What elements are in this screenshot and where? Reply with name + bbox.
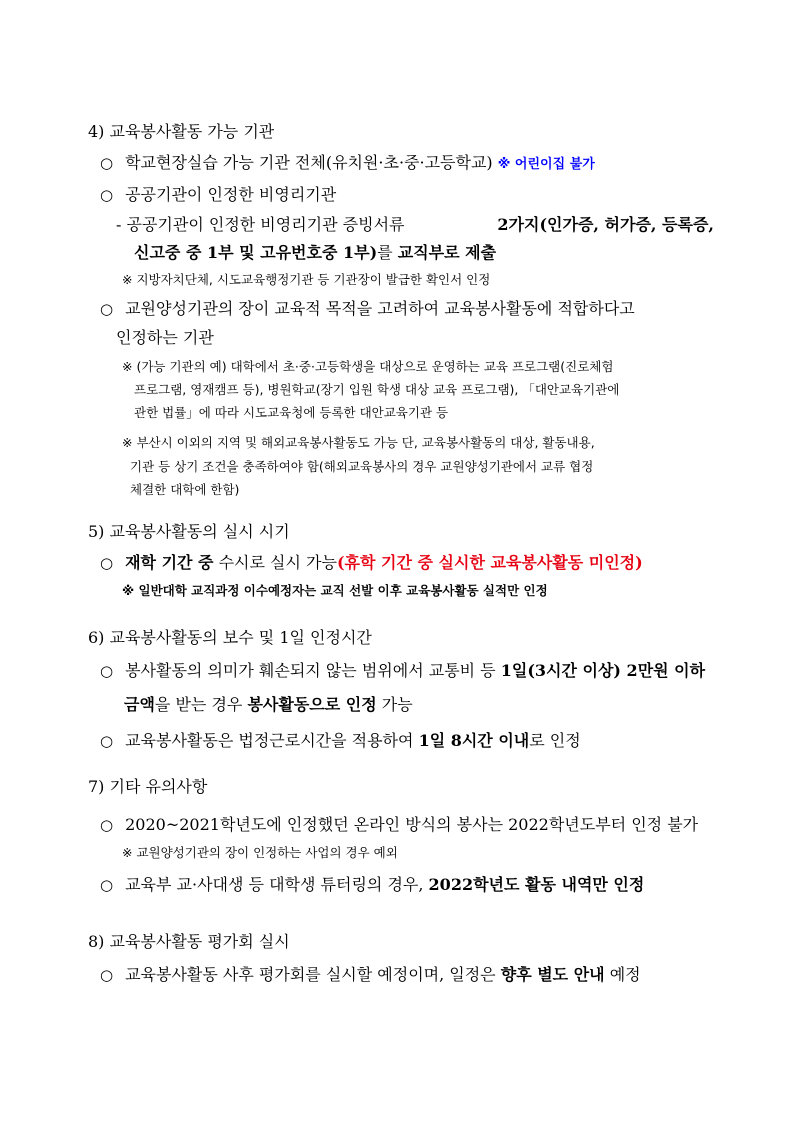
s4-sub-line-1 xyxy=(116,217,714,233)
s4-note-1: ※ 지방자치단체, 시도교육행정기관 등 기관장이 발급한 확인서 인정 xyxy=(122,272,491,287)
s4-bullet-3-text-1: 교원양성기관의 장이 교육적 목적을 고려하여 교육봉사활동에 적합하다고 xyxy=(125,299,635,318)
bullet-circle-icon: ○ xyxy=(100,732,114,750)
s6-bullet-1-text: 봉사활동의 의미가 훼손되지 않는 범위에서 교통비 등 xyxy=(125,661,501,680)
s6-bullet-1-text-2: 을 받는 경우 xyxy=(154,695,248,714)
s7-bullet-2 xyxy=(100,877,644,893)
section-5-heading: 5) 교육봉사활동의 실시 시기 xyxy=(88,522,290,541)
s6-bullet-2-text-2: 로 인정 xyxy=(529,731,581,750)
s6-bullet-1-text-3: 가능 xyxy=(376,695,413,714)
s4-sub-bold-1: 2가지(인가증, 허가증, 등록증, xyxy=(497,215,714,234)
s4-note-2-line-1: ※ (가능 기관의 예) 대학에서 초·중·고등학생을 대상으로 운영하는 교육 프로그램(진로체험 xyxy=(122,359,614,374)
s6-bullet-1-bold-3: 봉사활동으로 인정 xyxy=(247,695,377,714)
bullet-circle-icon: ○ xyxy=(100,186,114,204)
s6-bullet-1-bold-1: 1일(3시간 이상) 2만원 이하 xyxy=(500,661,706,680)
s4-sub-bold-2: 신고중 중 1부 및 고유번호중 1부) xyxy=(134,243,378,262)
s4-sub-bold-3: 교직부로 제출 xyxy=(397,243,497,262)
s4-bullet-1-text: 학교현장실습 가능 기관 전체(유치원·초·중·고등학교) xyxy=(125,153,493,172)
s7-bullet-2-text: 교육부 교·사대생 등 대학생 튜터링의 경우, xyxy=(125,875,429,894)
s4-bullet-3-line-1 xyxy=(100,301,714,317)
bullet-circle-icon: ○ xyxy=(100,966,114,984)
bullet-circle-icon: ○ xyxy=(100,554,114,572)
bullet-circle-icon: ○ xyxy=(100,300,114,318)
s4-note-2-line-2: 프로그램, 영재캠프 등), 병원학교(장기 입원 학생 대상 교육 프로그램), 「대안교육기관에 xyxy=(134,382,620,397)
s4-note-3-line-1: ※ 부산시 이외의 지역 및 해외교육봉사활동도 가능 단, 교육봉사활동의 대상, 활동내용, xyxy=(122,435,595,450)
s8-bullet-1-bold: 향후 별도 안내 xyxy=(500,965,605,984)
s4-sub-line-2 xyxy=(134,245,496,261)
s7-bullet-1-text: 2020~2021학년도에 인정했던 온라인 방식의 봉사는 2022학년도부터 인정 불가 xyxy=(125,815,699,834)
s6-bullet-1-bold-2: 금액 xyxy=(124,695,155,714)
s4-bullet-1-note: ※ 어린이집 불가 xyxy=(497,157,595,172)
s4-sub-mid: 를 xyxy=(377,243,393,262)
s5-bullet-1-text: 수시로 실시 가능 xyxy=(213,553,337,572)
bullet-circle-icon: ○ xyxy=(100,876,114,894)
s4-bullet-3-text-2: 인정하는 기관 xyxy=(116,328,214,347)
section-7-heading: 7) 기타 유의사항 xyxy=(88,777,208,796)
s7-bullet-2-bold: 2022학년도 활동 내역만 인정 xyxy=(428,875,645,894)
s6-bullet-1-line-1 xyxy=(100,663,705,679)
s5-bullet-1-bold: 재학 기간 중 xyxy=(125,553,214,572)
bullet-circle-icon: ○ xyxy=(100,816,114,834)
s8-bullet-1-text: 교육봉사활동 사후 평가회를 실시할 예정이며, 일정은 xyxy=(125,965,501,984)
s4-bullet-2-text: 공공기관이 인정한 비영리기관 xyxy=(125,185,337,204)
s6-bullet-1-line-2 xyxy=(124,697,413,713)
s6-bullet-2-bold: 1일 8시간 이내 xyxy=(418,731,530,750)
s7-bullet-1 xyxy=(100,817,698,833)
s5-bullet-1 xyxy=(100,555,643,571)
s8-bullet-1 xyxy=(100,967,641,983)
section-6-heading: 6) 교육봉사활동의 보수 및 1일 인정시간 xyxy=(88,628,372,647)
s8-bullet-1-text-2: 예정 xyxy=(604,965,641,984)
s4-sub-dash-text: - 공공기관이 인정한 비영리기관 증빙서류 xyxy=(116,215,405,234)
s4-bullet-2 xyxy=(100,187,336,203)
s6-bullet-2 xyxy=(100,733,581,749)
section-8-heading: 8) 교육봉사활동 평가회 실시 xyxy=(88,932,290,951)
s4-note-3-line-2: 기관 등 상기 조건을 충족하여야 함(해외교육봉사의 경우 교원양성기관에서 교류 협정 xyxy=(130,459,594,474)
s5-bullet-1-red: (휴학 기간 중 실시한 교육봉사활동 미인정) xyxy=(336,553,643,572)
s7-note: ※ 교원양성기관의 장이 인정하는 사업의 경우 예외 xyxy=(122,845,398,860)
s5-note: ※ 일반대학 교직과정 이수예정자는 교직 선발 이후 교육봉사활동 실적만 인정 xyxy=(122,583,548,598)
s6-bullet-2-text: 교육봉사활동은 법정근로시간을 적용하여 xyxy=(125,731,419,750)
section-4-heading: 4) 교육봉사활동 가능 기관 xyxy=(88,122,275,141)
bullet-circle-icon: ○ xyxy=(100,154,114,172)
s4-note-3-line-3: 체결한 대학에 한함) xyxy=(130,482,240,497)
bullet-circle-icon: ○ xyxy=(100,662,114,680)
s4-note-2-line-3: 관한 법률」에 따라 시도교육청에 등록한 대안교육기관 등 xyxy=(134,405,449,420)
s4-bullet-1 xyxy=(100,155,595,171)
